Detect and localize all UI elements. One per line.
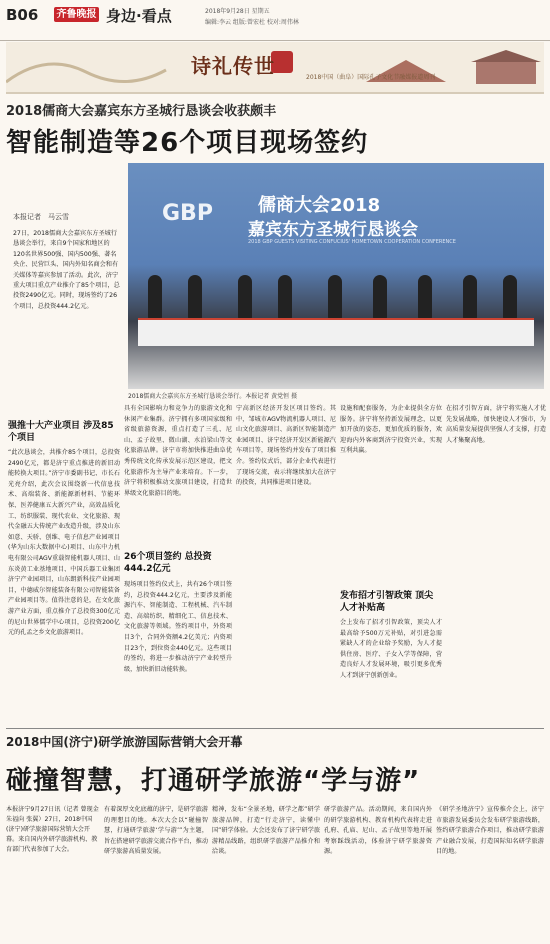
- gbp-logo: GBP: [162, 201, 213, 226]
- body-column: 会上发布了招才引智政策，顶尖人才最高给予500万元补贴，对引进急需紧缺人才的企业给予奖励，为人才提供住房、医疗、子女入学等保障，营造良好人才发展环境，吸引更多优秀人才到济宁创新创业。: [340, 619, 442, 679]
- page-number: B06: [6, 6, 39, 24]
- subhead: 26个项目签约 总投资444.2亿元: [124, 552, 212, 574]
- photo-person: [503, 275, 517, 319]
- photo-person: [328, 275, 342, 319]
- body-column: 《研学圣地济宁》宣传推介会上，济宁市旅游发展委员会发布研学旅游线路，签约研学旅游合作项目，推动研学旅游产业融合发展，打造国际知名研学旅游目的地。: [436, 806, 544, 856]
- section-divider: [6, 728, 544, 729]
- story-headline: 智能制造等26个项目现场签约: [6, 128, 369, 158]
- section-title: 身边·看点: [106, 7, 172, 25]
- body-column: 有着深厚文化底蕴的济宁，是研学旅游的理想目的地。本次大会以“碰撞智慧，打通研学旅游‘学与游’”为主题，旨在搭建研学旅游交流合作平台，推动研学旅游高质量发展。: [104, 806, 208, 856]
- story-byline: 本报济宁9月27日讯（记者 曾现金 朱福向 张翼）27日，2018中国(济宁)研学旅游国际营销大会开幕。来自国内外研学旅游机构、教育部门代表参加了大会。: [6, 806, 99, 853]
- festival-banner: [6, 42, 544, 94]
- photo-person: [238, 275, 252, 319]
- body-column: 精神，发布“全景圣地，研学之都”研学旅游品牌，打造“行走济宁，读懂中国”研学体验。大会还发布了济宁研学旅游精品线路，组织研学旅游产品推介和洽谈。: [212, 806, 320, 856]
- body-column: 现场项目签约仪式上，共有26个项目签约，总投资444.2亿元，主要涉及新能源汽车、智能制造、工程机械、汽车制造、高端纺织、精细化工、信息技术、文化旅游等领域。签约项目中，外资项目3个，合同外资额4.2亿美元；内资项目23个，到位资金440亿元。这些项目的签约，将进一步推动济宁产业转型升级，加快新旧动能转换。: [124, 581, 232, 673]
- story-reporter: 本报记者 马云雪: [13, 213, 69, 221]
- body-column: 具有全国影响力和竞争力的旅游文化和休闲产业集群。济宁拥有多项国家级和省级旅游资源，重点打造了三孔、尼山、孟子故里、微山湖、水泊梁山等文化旅游品牌。济宁市将加快推进曲阜优秀传统文化传承发展示范区建设，把文化旅游作为主导产业来培育。下一步，济宁将积极推动文旅项目建设，打造世界级文化旅游目的地。: [124, 405, 232, 497]
- masthead: [0, 0, 550, 41]
- story-kicker: 2018儒商大会嘉宾东方圣城行恳谈会收获颇丰: [6, 104, 277, 119]
- photo-person: [188, 275, 202, 319]
- photo-person: [278, 275, 292, 319]
- issue-date: 2018年9月28日 星期五: [205, 8, 270, 15]
- photo-person: [463, 275, 477, 319]
- story-lead: 27日，2018儒商大会嘉宾东方圣城行恳谈会举行，来自9个国家和地区的120名世界500强、国内500强、著名央企、民营巨头、国内外知名商会和有关媒体等嘉宾参加了活动。此次，济宁重大项目重点产业推介了85个项目，总投资2490亿元。同时，现场签约了26个项目，总投资444.2亿元。: [13, 230, 120, 310]
- body-column: 宁高新区经济开发区项目签约。其中，邹城市AGV物流机器人项目、尼山文化旅游项目、高新区智能制造产业园项目、济宁经济开发区新能源汽车项目等，现场签约并发布了项目推介。签约仪式后，部分企业代表进行了现场交流，表示将继续加大在济宁的投资，共同推进项目建设。: [236, 405, 336, 487]
- story-headline: 碰撞智慧，打通研学旅游“学与游”: [6, 766, 421, 796]
- newspaper-logo: 齐鲁晚报: [54, 7, 99, 22]
- body-column: 设施和配套服务，为企业提供全方位服务。济宁将坚持新发展理念，以更加开放的姿态，更加优质的服务，欢迎海内外客商到济宁投资兴业，实现互利共赢。: [340, 405, 442, 455]
- photo-person: [418, 275, 432, 319]
- photo-person: [373, 275, 387, 319]
- story-kicker: 2018中国(济宁)研学旅游国际营销大会开幕: [6, 735, 243, 749]
- subhead: 发布招才引智政策 顶尖人才补贴高: [340, 591, 434, 613]
- photo-person: [148, 275, 162, 319]
- banner-subtitle: 2018中国（曲阜）国际孔子文化节融媒报道周刊: [306, 74, 436, 81]
- banner-title: 诗礼传世: [191, 54, 275, 78]
- staff-credits: 编辑:李云 组版:曾宏杜 校对:周伟林: [205, 19, 299, 26]
- photo-caption: 2018儒商大会嘉宾东方圣城行恳谈会举行。本报记者 黄党恒 摄: [128, 393, 298, 400]
- photo-screen-title: 儒商大会2018: [258, 195, 381, 216]
- photo-screen-english: 2018 GBP GUESTS VISITING CONFUCIUS' HOMETOWN COOPERATION CONFERENCE: [248, 239, 456, 245]
- signing-ceremony-photo: [128, 163, 544, 389]
- body-column: “此次恳谈会，共推介85个项目，总投资2490亿元，都是济宁重点推进的新旧动能转换大项目。”济宁市委副书记、市长石光亮介绍，此次会议围绕新一代信息技术、高端装备、新能源新材料、节能环保、医养健康五大新兴产业，高效品质化工、纺织服装、现代农业、文化旅游、现代金融五大传统产业改造升级，涉及山东如意、天骄、创维、电子信息产业园项目(华为山东大数据中心)项目、山东中力机电有限公司AGV重载智能机器人项目、山东炎黄工业基地项目、中国兵器工业集团济宁产业园项目，山东朗新科技产业园项目，中德威尔智能装备有限公司智能装备产业园项目等。值得注意的是，在文化旅游产业方面，重点推介了总投资300亿元的尼山世界儒学中心项目，总投资200亿元的孔孟之乡文化旅游项目。: [8, 449, 120, 637]
- body-column: 研学旅游产品。活动期间，来自国内外的研学旅游机构、教育机构代表将走进孔府、孔庙、尼山、孟子故里等地开展考察踩线活动，体验济宁研学旅游资源。: [324, 806, 432, 856]
- photo-screen-subtitle: 嘉宾东方圣城行恳谈会: [248, 220, 418, 240]
- subhead: 强推十大产业项目 涉及85个项目: [8, 421, 114, 443]
- body-column: 在招才引智方面，济宁将实施人才优先发展战略，加快建设人才强市，为高质量发展提供坚强人才支撑，打造人才集聚高地。: [446, 405, 546, 444]
- signing-table: [138, 318, 534, 346]
